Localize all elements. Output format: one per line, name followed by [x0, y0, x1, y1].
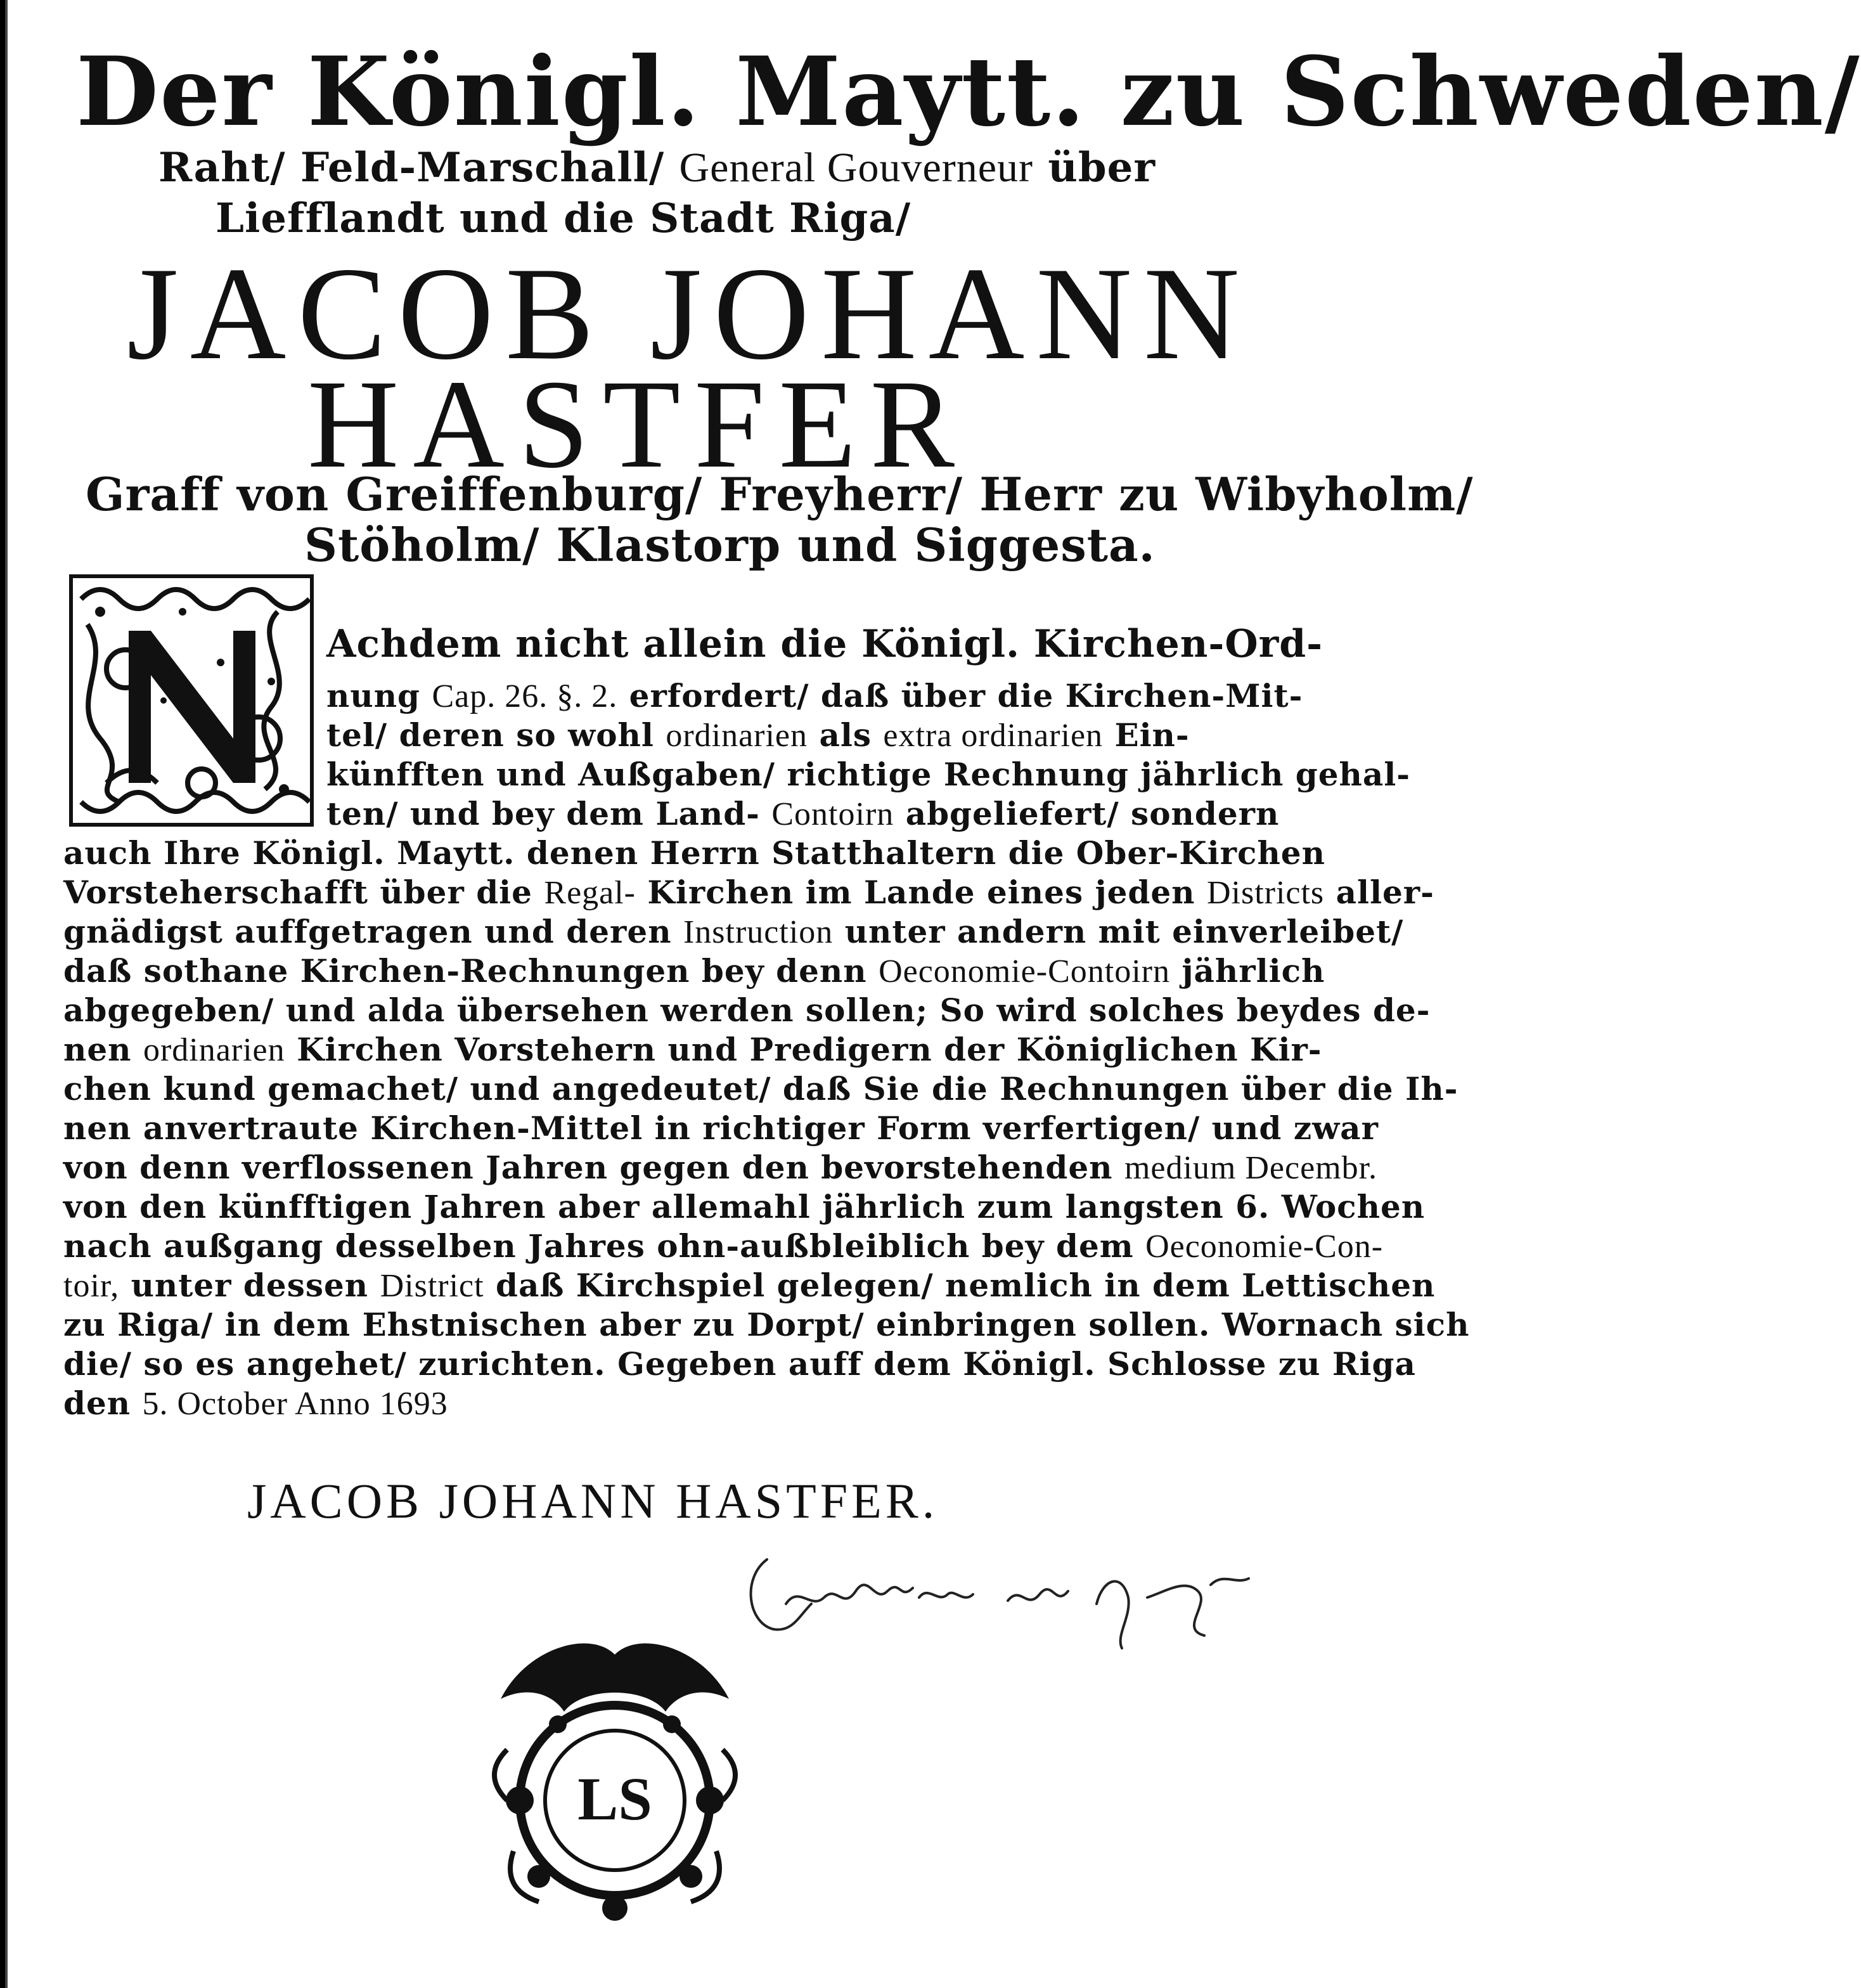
body-text: Kirchen im Lande eines jeden [647, 874, 1195, 911]
body-line-3 [326, 716, 1190, 756]
body-line-17 [63, 1266, 1435, 1306]
body-line-18: zu Riga/ in dem Ehstnischen aber zu Dorpt/ einbringen sollen. Wornach sich [63, 1306, 1470, 1343]
body-text: unter andern mit einverleibet/ [844, 913, 1404, 950]
body-latin: ordinarien [143, 1032, 285, 1068]
page-edge [0, 0, 11, 1988]
body-text: abgeliefert/ sondern [905, 795, 1280, 832]
body-text: erfordert/ daß über die Kirchen-Mit- [629, 677, 1303, 714]
body-line-8 [63, 912, 1403, 952]
body-line-5 [326, 794, 1279, 834]
body-latin: toir, [63, 1268, 120, 1304]
body-text: Ein- [1114, 716, 1190, 754]
body-text: aller- [1336, 874, 1434, 911]
ornamental-initial-n-icon [68, 574, 314, 827]
body-text: ten/ und bey dem Land- [326, 795, 760, 832]
heading-subtitle-line2 [158, 143, 1156, 193]
body-latin: extra ordinarien [883, 718, 1104, 754]
body-line-11 [63, 1030, 1322, 1070]
body-latin: Oeconomie-Con- [1145, 1229, 1384, 1265]
body-citation: Cap. 26. §. 2. [432, 678, 618, 714]
body-latin: ordinarien [666, 718, 808, 754]
seal-icon [437, 1610, 792, 1965]
body-text: nach außgang desselben Jahres ohn-außbleiblich bey dem [63, 1227, 1134, 1265]
body-latin: District [380, 1268, 484, 1304]
body-line-9 [63, 952, 1325, 991]
body-latin: Districts [1206, 875, 1325, 911]
body-line-15: von den künfftigen Jahren aber allemahl jährlich zum langsten 6. Wochen [63, 1188, 1426, 1225]
body-line-6: auch Ihre Königl. Maytt. denen Herrn Statthaltern die Ober-Kirchen [63, 834, 1325, 872]
body-text: daß sothane Kirchen-Rechnungen bey denn [63, 952, 867, 990]
body-text: daß Kirchspiel gelegen/ nemlich in dem Lettischen [496, 1267, 1436, 1304]
body-date: 5. October Anno 1693 [142, 1386, 448, 1422]
body-text: als [819, 716, 872, 754]
body-text: nung [326, 677, 421, 714]
body-line-19: die/ so es angehet/ zurichten. Gegeben auff dem Königl. Schlosse zu Riga [63, 1345, 1416, 1383]
governor-name-line2: HASTFER [307, 354, 969, 494]
body-line-12: chen kund gemachet/ und angedeutet/ daß Sie die Rechnungen über die Ih- [63, 1070, 1459, 1107]
heading-rank: Raht/ Feld-Marschall/ [158, 144, 665, 191]
body-latin: Oeconomie-Contoirn [879, 953, 1170, 990]
noble-titles-line1: Graff von Greiffenburg/ Freyherr/ Herr zu Wibyholm/ [86, 467, 1474, 521]
heading-office: General Gouverneur [679, 145, 1034, 191]
seal-text: LS [577, 1765, 652, 1833]
noble-titles-line2: Stöholm/ Klastorp und Siggesta. [304, 518, 1156, 572]
body-line-16 [63, 1227, 1383, 1267]
body-text: von denn verflossenen Jahren gegen den bevorstehenden [63, 1149, 1113, 1186]
body-line-10: abgegeben/ und alda übersehen werden sollen; So wird solches beydes de- [63, 991, 1431, 1029]
body-text: nen [63, 1031, 132, 1068]
heading-over: über [1048, 144, 1156, 191]
body-line-1: Achdem nicht allein die Königl. Kirchen-Ord- [326, 622, 1323, 666]
body-text: tel/ deren so wohl [326, 716, 654, 754]
body-text: Kirchen Vorstehern und Predigern der Königlichen Kir- [297, 1031, 1322, 1068]
heading-territory: Liefflandt und die Stadt Riga/ [216, 195, 911, 242]
printed-signature: JACOB JOHANN HASTFER. [247, 1473, 939, 1528]
heading-title: Der Königl. Maytt. zu Schweden/ [76, 36, 1861, 148]
body-text: jährlich [1182, 952, 1325, 990]
body-line-7 [63, 873, 1434, 913]
body-text: unter dessen [131, 1267, 369, 1304]
body-line-2 [326, 676, 1303, 716]
body-latin: Instruction [683, 914, 834, 950]
body-line-4: künfften und Außgaben/ richtige Rechnung jährlich gehal- [326, 756, 1411, 793]
body-text: Vorsteherschafft über die [63, 874, 532, 911]
body-text: den [63, 1384, 131, 1422]
body-latin: Regal- [544, 875, 636, 911]
body-line-14 [63, 1148, 1377, 1188]
governor-name-line1: JACOB JOHANN [127, 240, 1251, 387]
handwritten-signature-icon [742, 1547, 1261, 1674]
body-line-20 [63, 1384, 448, 1424]
body-latin: Contoirn [771, 796, 894, 832]
body-line-13: nen anvertraute Kirchen-Mittel in richtiger Form verfertigen/ und zwar [63, 1109, 1379, 1147]
body-latin: medium Decembr. [1124, 1150, 1378, 1186]
body-text: gnädigst auffgetragen und deren [63, 913, 672, 950]
